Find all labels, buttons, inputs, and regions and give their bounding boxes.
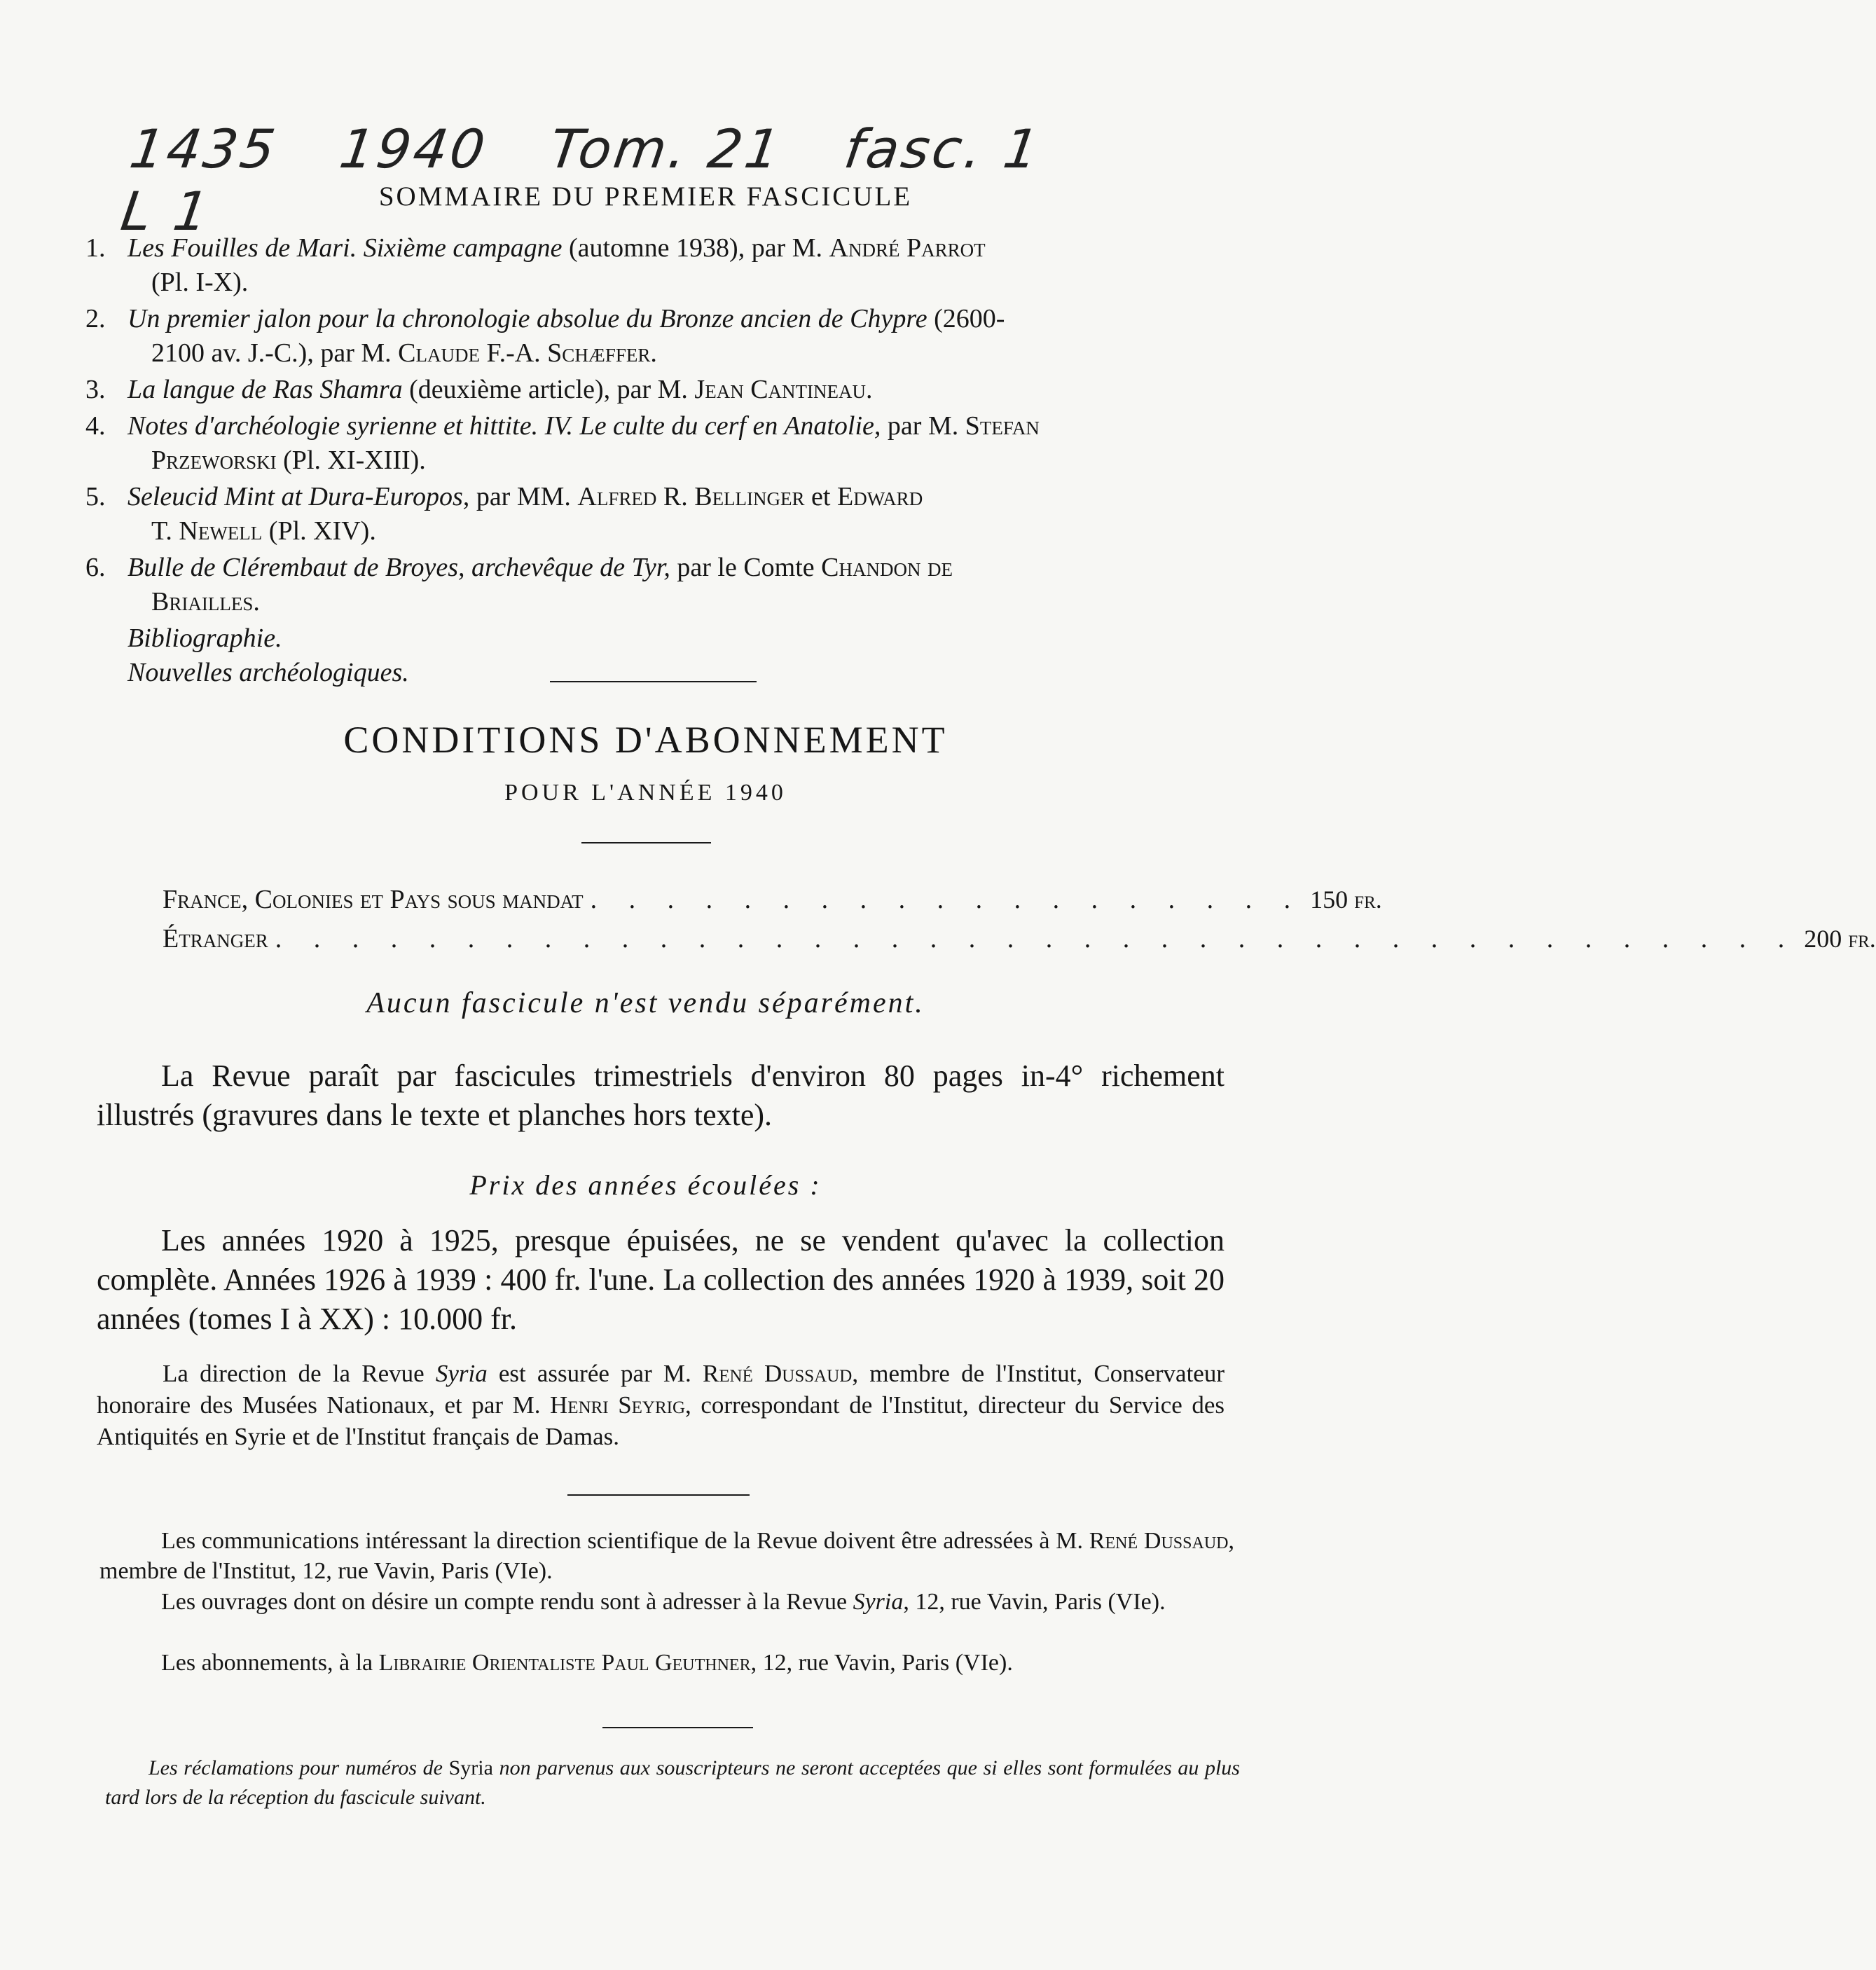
director-name: Henri Seyrig — [550, 1391, 686, 1419]
handwritten-annotation — [117, 118, 1199, 242]
toc-title: La langue de Ras Shamra — [127, 375, 403, 404]
toc-number: 1. — [85, 233, 106, 263]
divider-rule — [567, 1494, 750, 1496]
sale-note: Aucun fascicule n'est vendu séparément. — [366, 987, 925, 1019]
price-label: France, Colonies et Pays sous mandat — [163, 885, 584, 914]
ouvrages-paragraph: Les ouvrages dont on désire un compte rendu sont à adresser à la Revue Syria, 12, rue Vavin, Paris (VIe). — [161, 1589, 1166, 1615]
toc-title: Seleucid Mint at Dura-Europos, — [127, 482, 470, 511]
toc-author: Jean Cantineau — [694, 375, 867, 404]
divider-rule — [602, 1727, 753, 1728]
handwritten-number: 1435 — [126, 118, 282, 180]
handwritten-fascicle: fasc. 1 — [840, 118, 1045, 180]
toc-author: Claude F.-A. Schæffer — [398, 338, 651, 368]
table-of-contents — [85, 231, 1217, 690]
revue-paragraph: La Revue paraît par fascicules trimestriels d'environ 80 pages in-4° richement illustrés (gravures dans le texte et planches hors texte). — [97, 1059, 1225, 1132]
toc-title: Bulle de Clérembaut de Broyes, archevêque de Tyr, — [127, 553, 670, 582]
toc-number: 2. — [85, 304, 106, 333]
divider-rule — [581, 842, 711, 843]
toc-number: 4. — [85, 411, 106, 441]
toc-item: 4. Notes d'archéologie syrienne et hittite. IV. Le culte du cerf en Anatolie, par M. Stefan Przeworski (Pl. XI-XIII). — [85, 409, 1217, 478]
toc-author: Chandon de — [821, 553, 953, 582]
toc-number: 5. — [85, 482, 106, 511]
toc-item: 2. Un premier jalon pour la chronologie absolue du Bronze ancien de Chypre (2600- 2100 av. J.-C.), par M. Claude F.-A. Schæffer. — [85, 302, 1217, 371]
prix-title: Prix des années écoulées : — [469, 1169, 822, 1201]
price-value: 200 fr. — [1804, 925, 1876, 953]
direction-paragraph: La direction de la Revue Syria est assurée par M. René Dussaud, membre de l'Institut, Conservateur honoraire des Musées Nationaux, et par M. Henri Seyrig, correspondant de l'Institut, directeur du Service des Antiquités en Syrie et de l'Institut français de Damas. — [97, 1360, 1225, 1450]
toc-number: 6. — [85, 553, 106, 582]
toc-title: Un premier jalon pour la chronologie absolue du Bronze ancien de Chypre — [127, 304, 927, 333]
divider-rule — [550, 681, 757, 682]
toc-bibliographie: Bibliographie. — [127, 624, 282, 653]
toc-item: 6. Bulle de Clérembaut de Broyes, archevêque de Tyr, par le Comte Chandon de Briailles. — [85, 551, 1217, 619]
toc-author: Alfred R. Bellinger — [577, 482, 805, 511]
communications-paragraph: Les communications intéressant la direction scientifique de la Revue doivent être adressées à M. René Dussaud, membre de l'Institut, 12, rue Vavin, Paris (VIe). — [99, 1528, 1234, 1584]
leader-dots: . . . . . . . . . . . . . . . . . . . . . . . . . . . . . . . . . . . . . . . . — [275, 924, 1798, 953]
handwritten-code: L 1 — [117, 180, 215, 242]
toc-title: Notes d'archéologie syrienne et hittite. IV. Le culte du cerf en Anatolie, — [127, 411, 881, 441]
price-value: 150 fr. — [1310, 886, 1382, 914]
toc-author: André Parrot — [829, 233, 986, 263]
leader-dots: . . . . . . . . . . . . . . . . . . . — [590, 885, 1304, 914]
toc-nouvelles: Nouvelles archéologiques. — [127, 658, 409, 687]
prix-paragraph: Les années 1920 à 1925, presque épuisées, ne se vendent qu'avec la collection complète. Années 1926 à 1939 : 400 fr. l'une. La collection des années 1920 à 1939, soit 20 années (tomes I à XX) : 10.000 fr. — [97, 1223, 1225, 1336]
price-row-etranger — [163, 923, 1876, 954]
toc-number: 3. — [85, 375, 106, 404]
footnote-reclamations: Les réclamations pour numéros de Syria non parvenus aux souscripteurs ne seront acceptées que si elles sont formulées au plus tard lors de la réception du fascicule suivant. — [105, 1756, 1240, 1809]
handwritten-year: 1940 — [336, 118, 492, 180]
director-name: René Dussaud — [702, 1360, 853, 1387]
toc-item: 3. La langue de Ras Shamra (deuxième article), par M. Jean Cantineau. — [85, 373, 1217, 407]
price-row-france — [163, 884, 1382, 915]
sommaire-title: SOMMAIRE DU PREMIER FASCICULE — [378, 181, 913, 212]
toc-item: 5. Seleucid Mint at Dura-Europos, par MM. Alfred R. Bellinger et Edward T. Newell (Pl. XIV). — [85, 480, 1217, 549]
toc-item: 1. Les Fouilles de Mari. Sixième campagne (automne 1938), par M. André Parrot (Pl. I-X). — [85, 231, 1217, 300]
conditions-title: CONDITIONS D'ABONNEMENT — [343, 719, 948, 761]
conditions-subtitle: POUR L'ANNÉE 1940 — [504, 780, 787, 806]
handwritten-tome: Tom. 21 — [546, 118, 787, 180]
toc-author: Stefan — [965, 411, 1040, 441]
toc-title: Les Fouilles de Mari. Sixième campagne — [127, 233, 563, 263]
abonnements-paragraph: Les abonnements, à la Librairie Orientaliste Paul Geuthner, 12, rue Vavin, Paris (VIe). — [161, 1650, 1013, 1676]
price-label: Étranger — [163, 924, 268, 953]
